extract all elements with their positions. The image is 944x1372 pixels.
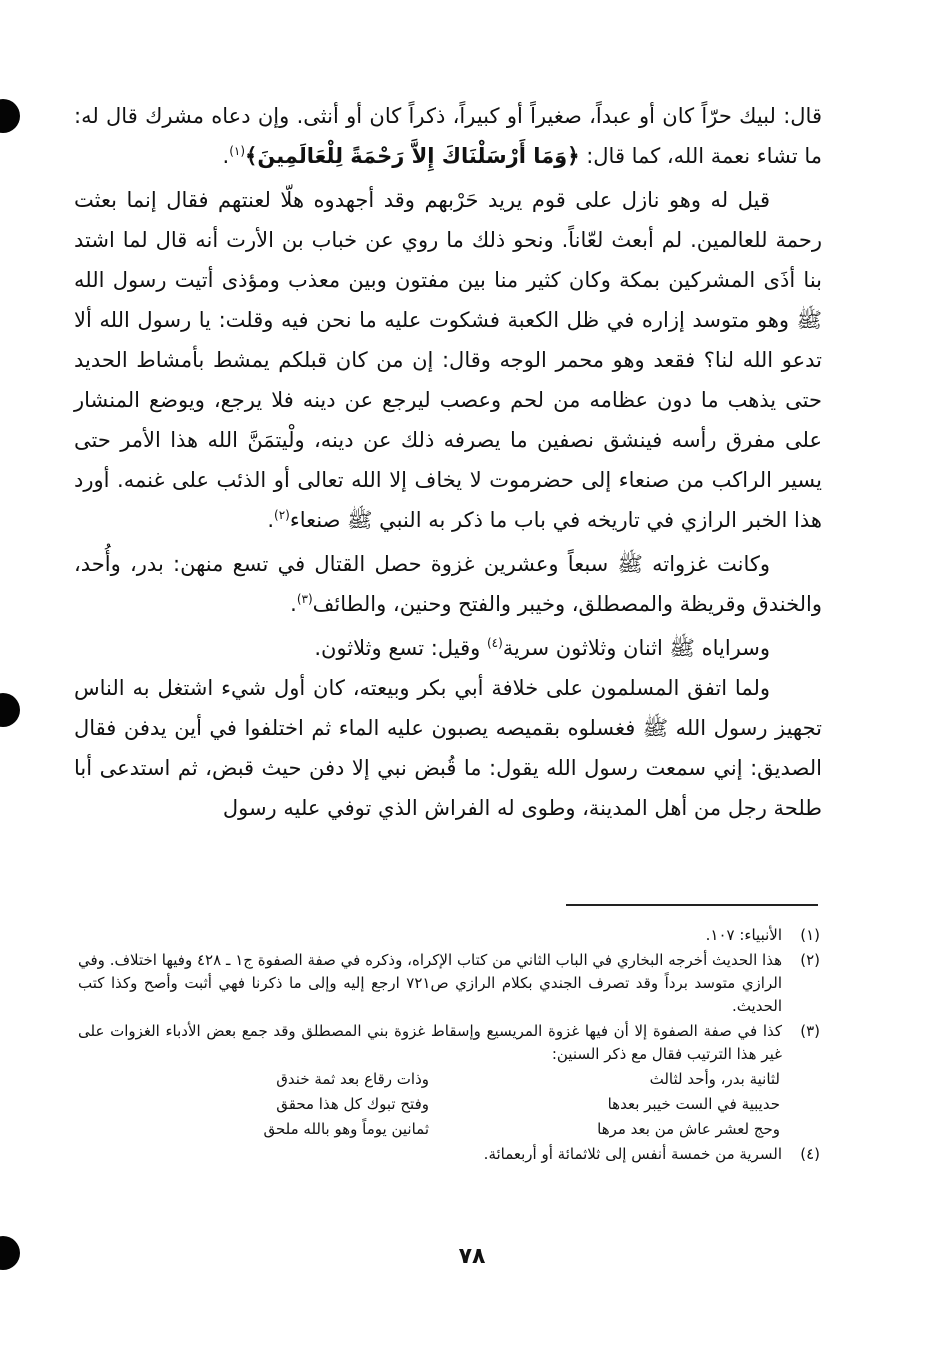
footnote-ref-4: (٤) xyxy=(486,636,503,650)
poem-verse-2-second: وفتح تبوك كل هذا محقق xyxy=(276,1095,429,1113)
paragraph-4-text-a: وسراياه ﷺ اثنان وثلاثون سرية xyxy=(502,636,770,660)
footnote-2-text: هذا الحديث أخرجه البخاري في الباب الثاني من كتاب الإكراه، وذكره في صفة الصفوة ج١ ـ ٤٢٨ وفيها اختلاف. وفي الرازي متوسد برداً وقد تصرف الجندي بكلام الرازي ص٧٢١ ارجع إليه وإلى ما ذكرنا فهي أثبت وأصح وكذا كتب الحديث. xyxy=(78,951,783,1015)
main-text xyxy=(74,96,822,828)
footnote-3-text: كذا في صفة الصفوة إلا أن فيها غزوة المريسيع وإسقاط غزوة بني المصطلق وقد جمع بعض الأدباء الغزوات على غير هذا الترتيب فقال مع ذكر السنين: xyxy=(78,1022,782,1063)
page-number: ٧٨ xyxy=(458,1244,486,1269)
footnote-ref-1: (١) xyxy=(229,144,246,158)
paragraph-3-end: . xyxy=(290,592,297,616)
poem-verse-1-first: لثانية بدر، وأحد لثالث xyxy=(649,1070,780,1088)
paragraph-3-text: وكانت غزواته ﷺ سبعاً وعشرين غزوة حصل القتال في تسع منهن: بدر، وأُحد، والخندق وقريظة والمصطلق، وخيبر والفتح وحنين، والطائف xyxy=(74,552,822,616)
footnote-3-number: (٣) xyxy=(800,1022,820,1040)
paragraph-2 xyxy=(74,180,822,540)
paragraph-4 xyxy=(74,628,822,668)
footnote-ref-3: (٣) xyxy=(296,592,313,606)
poem-verse-1-second: وذات رقاع بعد ثمة خندق xyxy=(276,1070,429,1088)
footnote-4 xyxy=(78,1143,820,1166)
footnote-1 xyxy=(78,924,820,947)
poem-verse-3-second: ثمانين يوماً وهو بالله ملحق xyxy=(263,1120,429,1138)
paragraph-1-text: قال: لبيك حرّاً كان أو عبداً، صغيراً أو كبيراً، ذكراً كان أو أنثى. وإن دعاه مشرك قال له: ما تشاء نعمة الله، كما قال: xyxy=(74,104,822,168)
paragraph-2-text: قيل له وهو نازل على قوم يريد حَرْبهم وقد أجهدوه هلّا لعنتهم فقال إنما بعثت رحمة للعالمين. لم أبعث لعّاناً. ونحو ذلك ما روي عن خباب بن الأرت أنه قال لما اشتد بنا أذَى المشركين بمكة وكان كثير منا بين مفتون وبين معذب ومؤذى أتيت رسول الله ﷺ وهو متوسد إزاره في ظل الكعبة فشكوت عليه ما نحن فيه وقلت: يا رسول الله ألا تدعو الله لنا؟ فقعد وهو محمر الوجه وقال: إن من كان قبلكم يمشط بأمشاط الحديد حتى يذهب ما دون عظامه من لحم وعصب ليرجع عن دينه فلا يرجع، ويوضع المنشار على مفرق رأسه فينشق نصفين ما يصرفه ذلك عن دينه، ولْيتمَنَّ الله هذا الأمر حتى يسير الراكب من صنعاء إلى حضرموت لا يخاف إلا الله تعالى أو الذئب على غنمه. أورد هذا الخبر الرازي في تاريخه في باب ما ذكر به النبي ﷺ صنعاء xyxy=(74,188,822,532)
paragraph-1-end: . xyxy=(222,144,230,168)
footnote-2 xyxy=(78,949,820,1018)
binder-hole-top xyxy=(0,99,20,133)
footnotes xyxy=(78,924,820,1168)
poem xyxy=(118,1068,780,1141)
quran-verse: ﴿وَمَا أَرْسَلْنَاكَ إِلاَّ رَحْمَةً لِلْعَالَمِينَ﴾ xyxy=(245,144,580,168)
paragraph-2-end: . xyxy=(267,508,274,532)
paragraph-1 xyxy=(74,96,822,176)
footnote-4-number: (٤) xyxy=(800,1145,820,1163)
footnote-1-text: الأنبياء: ١٠٧. xyxy=(705,926,782,944)
paragraph-4-text-b: وقيل: تسع وثلاثون. xyxy=(314,636,487,660)
footnote-ref-2: (٢) xyxy=(274,508,290,522)
footnote-4-text: السرية من خمسة أنفس إلى ثلاثمائة أو أربعمائة. xyxy=(483,1145,782,1163)
footnote-3 xyxy=(78,1020,820,1066)
footnote-separator xyxy=(566,904,818,906)
paragraph-5-text: ولما اتفق المسلمون على خلافة أبي بكر وبيعته، كان أول شيء اشتغل به الناس تجهيز رسول الله ﷺ فغسلوه بقميصه يصبون عليه الماء ثم اختلفوا في أين يدفن فقال الصديق: إني سمعت رسول الله يقول: ما قُبض نبي إلا دفن حيث قبض، ثم استدعى أبا طلحة رجل من أهل المدينة، وطوى له الفراش الذي توفي عليه رسول xyxy=(74,676,822,820)
paragraph-5 xyxy=(74,668,822,828)
binder-hole-middle xyxy=(0,693,20,727)
footnote-1-number: (١) xyxy=(800,926,820,944)
poem-verse-3-first: وحج لعشر عاش من بعد مرها xyxy=(597,1120,780,1138)
footnote-2-number: (٢) xyxy=(800,951,820,969)
poem-verse-2-first: حديبية في الست خيبر بعدها xyxy=(607,1095,780,1113)
paragraph-3 xyxy=(74,544,822,624)
